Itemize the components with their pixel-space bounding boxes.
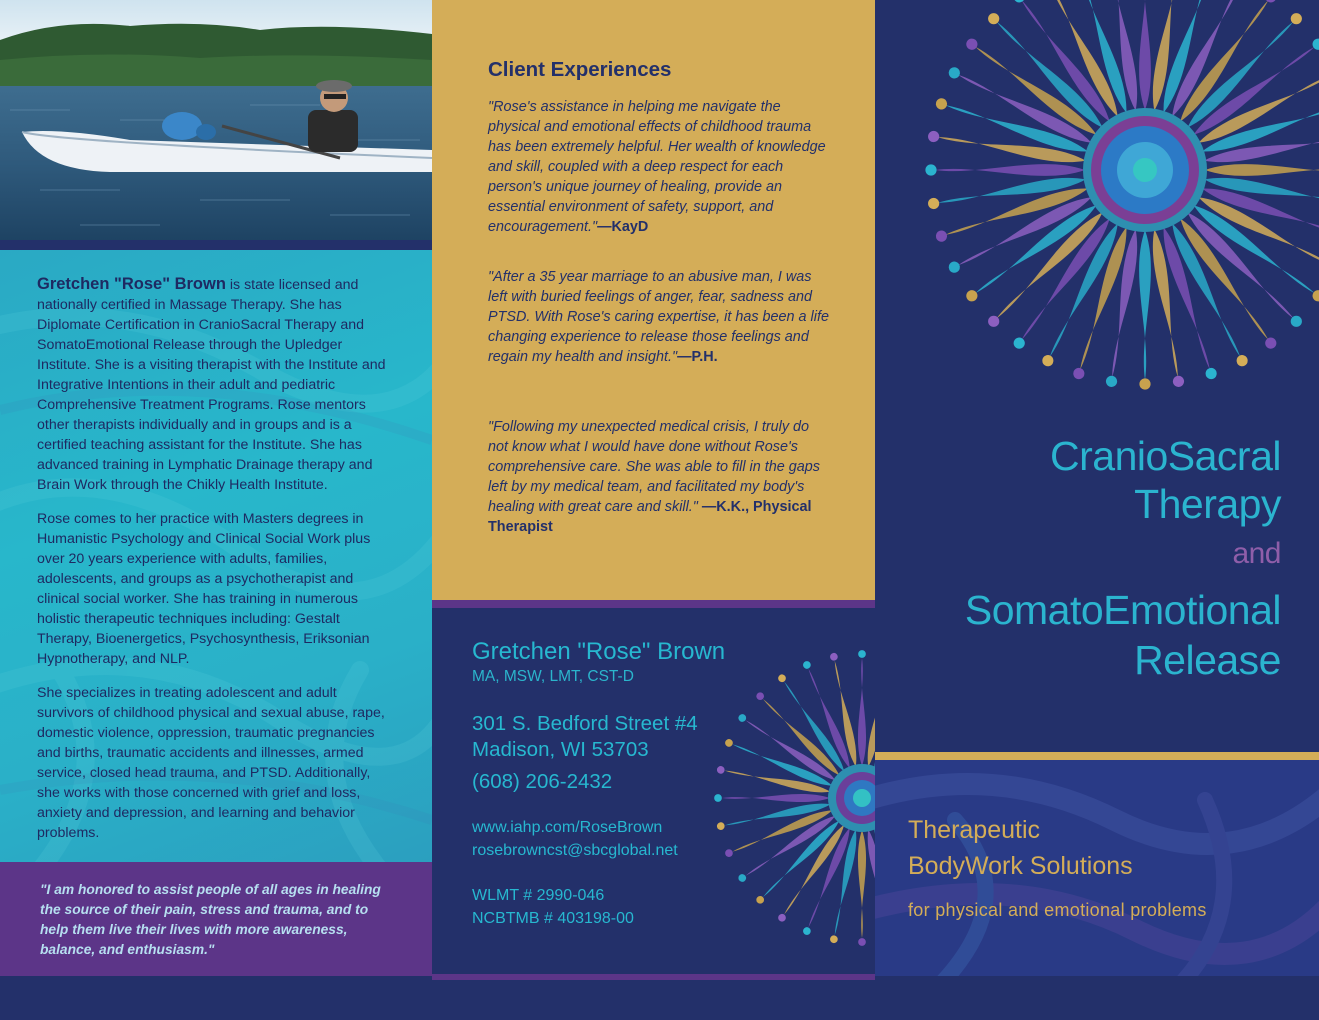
mandala-petal-tip <box>947 65 962 80</box>
mandala-petal <box>760 818 842 900</box>
mandala-petal-tip <box>777 912 788 923</box>
mandala-petal-tip <box>1105 375 1118 388</box>
mandala-petal <box>858 658 866 766</box>
testimonial-2-text: "After a 35 year marriage to an abusive man, I was left with buried feelings of anger, fear, sadness and PTSD. With Rose's caring expertise, it has been a life changing experience to release those feelings and regain my health and insight." <box>488 269 829 365</box>
testimonial-1 <box>488 97 833 237</box>
contact-credentials: MA, MSW, LMT, CST-D <box>472 668 634 685</box>
bio-paragraph-2: Rose comes to her practice with Masters degrees in Humanistic Psychology and Clinical Social Work plus over 20 years experience with adults, families, adolescents, and groups as a psychotherapist and clinical social worker. She has training in numerous holistic therapeutic techniques including: Gestalt Therapy, Bioenergetics, Psychosynthesis, Eriksonian Hypnotherapy, and NLP. <box>37 511 371 667</box>
mandala-petal-tip <box>716 765 725 774</box>
testimonial-1-author: —KayD <box>597 219 649 235</box>
client-experiences-title: Client Experiences <box>488 58 672 81</box>
contact-phone[interactable]: (608) 206-2432 <box>472 770 613 793</box>
mandala-petal-tip <box>777 673 788 684</box>
mandala-petal <box>992 17 1106 131</box>
mandala-petal <box>864 829 875 937</box>
bio-paragraph-1 <box>37 274 397 495</box>
cover-title-and: and <box>1232 537 1281 570</box>
testimonial-2-author: —P.H. <box>677 349 718 365</box>
mandala-petal <box>722 794 830 802</box>
contact-email-link[interactable]: rosebrowncst@sbcglobal.net <box>472 842 678 859</box>
mission-quote: "I am honored to assist people of all ages in healing the source of their pain, stress and trauma, and to help them live their lives with more awareness, balance, and enthusiasm." <box>40 882 381 957</box>
license-ncbtmb: NCBTMB # 403198-00 <box>472 910 634 927</box>
mandala-petal <box>1183 208 1297 322</box>
mandala-petal-tip <box>1204 366 1218 380</box>
mandala-petal-tip <box>716 822 725 831</box>
mandala-petal-tip <box>1310 36 1319 52</box>
contact-website-link[interactable]: www.iahp.com/RoseBrown <box>472 819 663 836</box>
mandala-petal-tip <box>714 794 722 802</box>
tagline-subtitle: for physical and emotional problems <box>908 900 1207 920</box>
bio-section <box>0 250 432 862</box>
mandala-petal-tip <box>1235 353 1250 368</box>
testimonial-3-text: "Following my unexpected medical crisis, I truly do not know what I would have done without Rose's comprehensive care. She was able to fill in the gaps left by my medical team, and facilitated my body's healing with great care and skill." <box>488 419 820 515</box>
bottom-band <box>0 976 1319 1020</box>
kayak-photo <box>0 0 432 240</box>
cover-title-line-4: Release <box>1134 637 1281 683</box>
license-wlmt: WLMT # 2990-046 <box>472 887 605 904</box>
mandala-petal <box>935 164 1085 176</box>
bio-paragraph-3: She specializes in treating adolescent and adult survivors of childhood physical and sexual abuse, rape, domestic violence, oppression, traumatic pregnancies and births, traumatic accidents and illnesses, armed service, closed head trauma, and PTSD. Additionally, she works with those concerned with grief and loss, anxiety and depression, and learning and behavior problems. <box>37 685 385 841</box>
mandala-petal-tip <box>964 288 980 304</box>
mandala-petal-tip <box>858 938 866 946</box>
mandala-petal-tip <box>1040 353 1055 368</box>
mandala-petal-tip <box>1263 335 1279 351</box>
mandala-petal-tip <box>802 926 812 936</box>
contact-name: Gretchen "Rose" Brown <box>472 638 726 665</box>
contact-address-line-1: 301 S. Bedford Street #4 <box>472 712 698 735</box>
mandala-petal <box>760 696 842 778</box>
mandala-petal-tip <box>934 229 948 243</box>
tagline-line-1: Therapeutic <box>908 816 1041 844</box>
mandala-petal-tip <box>829 652 838 661</box>
mandala-petal-tip <box>829 935 838 944</box>
mandala-petal <box>864 660 875 768</box>
mandala-petal-tip <box>934 97 948 111</box>
testimonial-3 <box>488 417 833 537</box>
testimonial-1-text: "Rose's assistance in helping me navigate the physical and emotional effects of childhood trauma has been extremely helpful. Her wealth of knowledge and skill, coupled with a deep respect for each person's unique journey of healing, provide an essential environment of safety, support, and encouragement." <box>488 99 826 235</box>
mandala-petal-tip <box>1139 378 1150 389</box>
mandala-petal-tip <box>927 130 940 143</box>
mandala-petal-tip <box>737 713 748 724</box>
cover-gold-divider <box>875 752 1319 760</box>
mandala-petal <box>992 208 1106 322</box>
mandala-petal-tip <box>1172 375 1185 388</box>
photo-band <box>0 240 432 250</box>
contact-address-line-2: Madison, WI 53703 <box>472 738 649 761</box>
kayak-photo-image <box>0 0 432 240</box>
bottom-band-accent <box>432 974 875 980</box>
mandala-petal-tip <box>1310 288 1319 304</box>
mandala-petal-tip <box>724 738 734 748</box>
bio-paragraph-1-text: is state licensed and nationally certified in Massage Therapy. She has Diplomate Certification in CranioSacral Therapy and SomatoEmotional Release through the Upledger Institute. She is a visiting therapist with the Institute and Integrative Intentions in their adult and pediatric Comprehensive Treatment Programs. Rose mentors other therapists individually and in groups and is a certified teaching assistant for the Institute. She has advanced training in Lymphatic Drainage therapy and Brain Work through the Chikly Health Institute. <box>37 277 386 493</box>
mandala-petal-tip <box>964 36 980 52</box>
mandala-petal-tip <box>1011 335 1027 351</box>
cover-title-line-2: Therapy <box>1134 481 1281 527</box>
testimonial-2 <box>488 267 833 367</box>
testimonial-3-author: —K.K., Physical Therapist <box>488 499 812 535</box>
middle-divider <box>432 600 875 608</box>
cover-title-line-3: SomatoEmotional <box>964 587 1281 633</box>
large-mandala-graphic <box>895 0 1319 400</box>
cover-title-line-1: CranioSacral <box>1050 433 1281 479</box>
mandala-petal-tip <box>724 848 734 858</box>
mandala-petal-tip <box>947 260 962 275</box>
left-panel <box>0 0 432 1020</box>
mandala-petal <box>1205 164 1319 176</box>
mandala-petal-tip <box>858 650 866 658</box>
mandala-petal-tip <box>927 197 940 210</box>
tagline-line-2: BodyWork Solutions <box>908 852 1133 880</box>
mandala-petal-tip <box>802 660 812 670</box>
mandala-petal-tip <box>737 873 748 884</box>
mandala-petal-tip <box>1072 366 1086 380</box>
mandala-petal <box>858 830 866 938</box>
mandala-petal <box>1139 0 1151 110</box>
mandala-petal <box>1183 17 1297 131</box>
bio-name: Gretchen "Rose" Brown <box>37 275 226 293</box>
mandala-petal <box>1139 230 1151 380</box>
mandala-petal-tip <box>925 164 936 175</box>
small-mandala-graphic <box>702 628 875 948</box>
